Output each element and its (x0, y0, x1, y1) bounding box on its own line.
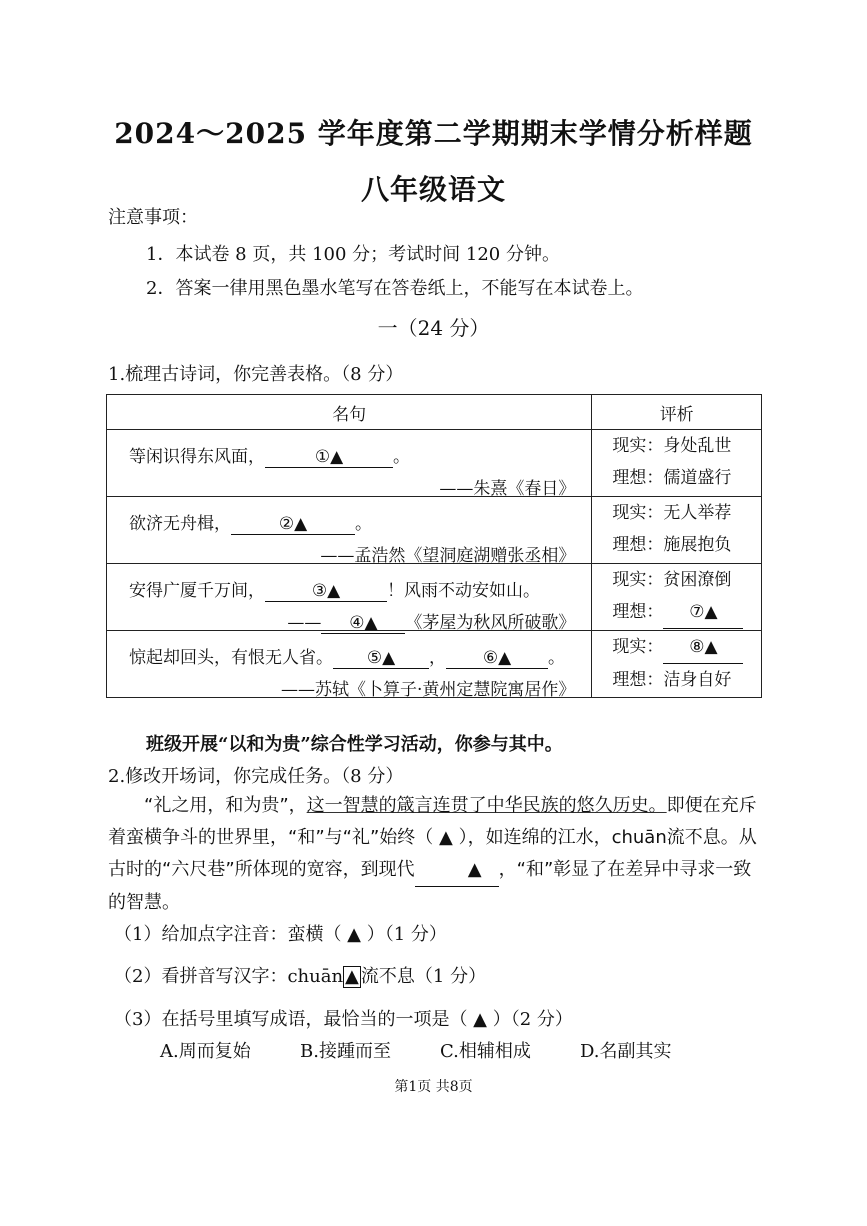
quote-text: 惊起却回头，有恨无人省。 (129, 648, 333, 668)
poem-table (106, 394, 762, 698)
paragraph-text: 即便在充斥着蛮横争斗的世界里，“和”与“礼”始终（ ▲ ），如连绵的江水，chuān流不息。从古时的“六尺巷”所体现的宽容，到现代 (108, 795, 757, 880)
option-d: D.名副其实 (580, 1041, 672, 1062)
table-row (107, 564, 762, 631)
table-header-comment: 评析 (592, 395, 762, 430)
comment-ideal: 理想：洁身自好 (612, 670, 732, 690)
q2-sub2-text: （2）看拼音写汉字：chuān (114, 966, 344, 987)
quote-text: 。 (393, 447, 410, 467)
section-heading: 一（24 分） (377, 316, 490, 340)
q1-stem: 1.梳理古诗词，你完善表格。（8 分） (108, 364, 404, 385)
comment-ideal: 理想：施展抱负 (612, 535, 732, 555)
q2-stem: 2.修改开场词，你完成任务。（8 分） (108, 766, 404, 787)
option-a: A.周而复始 (160, 1041, 251, 1062)
quote-text: 安得广厦千万间， (129, 581, 265, 601)
quote-text: 。 (548, 648, 565, 668)
answer-blank: ③▲ (265, 581, 387, 602)
option-b: B.接踵而至 (300, 1041, 391, 1062)
comment-reality: 现实：无人举荐 (612, 503, 732, 523)
answer-blank: ⑥▲ (446, 648, 548, 669)
table-header-quote: 名句 (107, 395, 592, 430)
comment-reality: 现实：身处乱世 (612, 436, 732, 456)
quote-text: ， (429, 648, 446, 668)
options-row (160, 1037, 720, 1063)
exam-subtitle: 八年级语文 (360, 173, 506, 206)
quote-source: ——朱熹《春日》 (439, 479, 576, 499)
paragraph-text: ，“和”彰显了在差异中寻求一致的智慧。 (108, 859, 752, 913)
paragraph-text: ， (288, 795, 307, 816)
opening-paragraph (108, 790, 764, 919)
notes-item-1: 1．本试卷 8 页，共 100 分；考试时间 120 分钟。 (146, 244, 560, 265)
q2-sub2 (114, 962, 486, 988)
table-row (107, 631, 762, 698)
quote-text: 等闲识得东风面， (129, 447, 265, 467)
notes-heading: 注意事项： (108, 207, 198, 228)
page-footer: 第1页 共8页 (394, 1079, 473, 1095)
answer-blank: ⑦▲ (663, 596, 743, 629)
quote-source: ——孟浩然《望洞庭湖赠张丞相》 (320, 546, 576, 566)
comment-reality-label: 现实： (612, 637, 664, 657)
option-c: C.相辅相成 (440, 1041, 531, 1062)
quote-source: ——苏轼《卜算子·黄州定慧院寓居作》 (280, 680, 576, 700)
quote-text: ！风雨不动安如山。 (387, 581, 540, 601)
answer-blank: ⑤▲ (333, 648, 429, 669)
table-row (107, 497, 762, 564)
quote-text: 欲济无舟楫， (129, 514, 231, 534)
q2-sub3: （3）在括号里填写成语，最恰当的一项是（ ▲ ）（2 分） (114, 1009, 573, 1030)
answer-blank: ④▲ (321, 613, 405, 634)
q2-sub2-text: 流不息（1 分） (360, 966, 487, 987)
quote-text: 。 (355, 514, 372, 534)
q2-sub1: （1）给加点字注音：蛮横（ ▲ ）（1 分） (114, 924, 447, 945)
answer-box: ▲ (345, 966, 359, 987)
quote-source: 《茅屋为秋风所破歌》 (405, 613, 576, 633)
quote-source-dash: —— (287, 613, 322, 633)
notes-item-2: 2．答案一律用黑色墨水笔写在答卷纸上，不能写在本试卷上。 (146, 278, 644, 299)
comment-ideal-label: 理想： (612, 602, 664, 622)
table-row (107, 430, 762, 497)
paragraph-quote: “礼之用，和为贵” (144, 795, 289, 816)
answer-blank: ②▲ (231, 514, 355, 535)
comment-ideal: 理想：儒道盛行 (612, 468, 732, 488)
underlined-sentence: 这一智慧的箴言连贯了中华民族的悠久历史。 (306, 795, 667, 816)
answer-blank: ①▲ (265, 447, 393, 468)
answer-blank: ⑧▲ (663, 631, 743, 664)
exam-title: 2024～2025 学年度第二学期期末学情分析样题 (114, 117, 753, 150)
answer-blank: ▲ (415, 854, 499, 887)
activity-intro: 班级开展“以和为贵”综合性学习活动，你参与其中。 (146, 734, 563, 755)
comment-reality: 现实：贫困潦倒 (612, 570, 732, 590)
